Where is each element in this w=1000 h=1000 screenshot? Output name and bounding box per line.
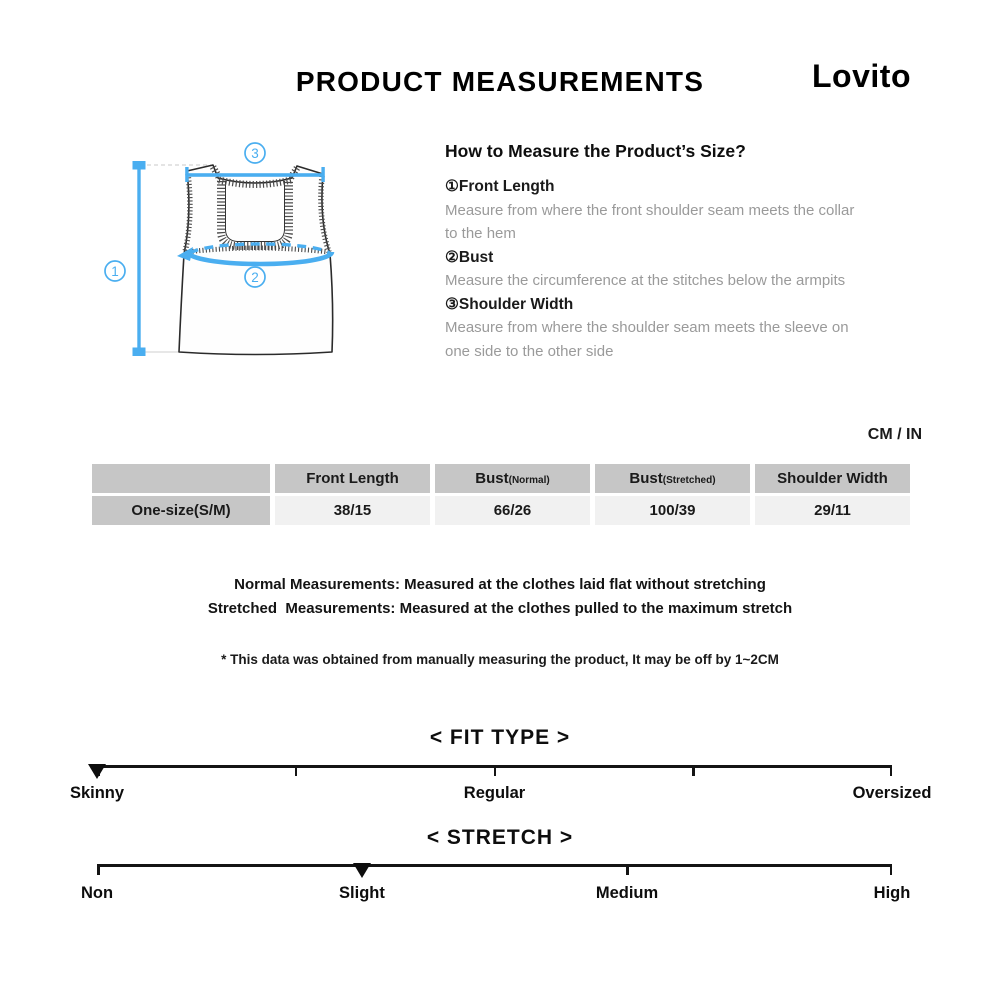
step-label: ①Front Length [445,178,555,195]
stretch-scale [97,864,892,867]
column-header-text: Front Length [306,470,399,487]
fit-type-marker-icon [88,764,106,779]
column-header-bust-normal [435,464,590,493]
value-shoulder-width: 29/11 [755,496,910,525]
value-bust-normal: 66/26 [435,496,590,525]
column-header-text: Shoulder Width [777,470,888,487]
column-header-text: Bust [475,470,509,487]
fit-type-labels [69,784,932,804]
note-normal: Normal Measurements: Measured at the clothes laid flat without stretching [234,576,766,593]
how-to-measure-section [445,141,885,363]
measurements-table [92,464,910,525]
fit-label-skinny: Skinny [69,784,125,802]
value-bust-stretched: 100/39 [595,496,750,525]
stretch-labels [80,884,911,904]
column-header-bust-stretched [595,464,750,493]
scale-tick [626,864,629,875]
scale-tick [890,864,893,875]
stretch-label-slight: Slight [339,884,385,902]
row-size-label: One-size(S/M) [92,496,270,525]
step-description: Measure from where the front shoulder seam meets the collar to the hem [445,201,855,242]
shoulder-width-line [187,173,323,177]
value-front-length: 38/15 [275,496,430,525]
column-header-subtext: (Normal) [508,475,550,486]
badge-2: 2 [251,269,259,285]
step-label: ②Bust [445,248,494,266]
stretch-label-medium: Medium [595,884,659,902]
front-length-line [137,165,140,352]
column-header-subtext: (Stretched) [662,475,716,486]
stretch-label-non: Non [80,884,114,902]
stretch-marker-icon [353,863,371,878]
scale-tick [692,765,695,776]
how-to-title: How to Measure the Product’s Size? [445,141,746,161]
column-header-empty [92,464,270,493]
step-bust [445,246,885,293]
badge-1: 1 [111,263,119,279]
step-shoulder-width [445,293,885,364]
brand-logo: Lovito [812,58,911,94]
fit-label-oversized: Oversized [852,784,932,802]
measurement-notes [0,573,1000,620]
badge-3: 3 [251,145,259,161]
scale-tick [494,765,497,776]
fit-type-scale [97,765,892,768]
scale-tick [97,864,100,875]
step-label: ③Shoulder Width [445,295,574,313]
scale-tick [890,765,893,776]
page-title: PRODUCT MEASUREMENTS [295,66,705,97]
note-stretched: Stretched Measurements: Measured at the clothes pulled to the maximum stretch [207,599,793,617]
disclaimer-text: * This data was obtained from manually measuring the product, It may be off by 1~2CM [221,652,779,667]
stretch-label-high: High [873,884,911,902]
units-label: CM / IN [867,426,922,443]
step-front-length [445,175,885,246]
fit-label-regular: Regular [463,784,526,802]
column-header-text: Bust [629,470,663,487]
column-header-front-length [275,464,430,493]
fit-type-title: < FIT TYPE > [429,726,571,749]
step-description: Measure from where the shoulder seam meets the sleeve on one side to the other side [445,319,849,360]
step-description: Measure the circumference at the stitches below the armpits [445,272,846,289]
garment-diagram [80,125,440,385]
column-header-shoulder-width [755,464,910,493]
scale-tick [295,765,298,776]
stretch-title: < STRETCH > [426,826,574,849]
